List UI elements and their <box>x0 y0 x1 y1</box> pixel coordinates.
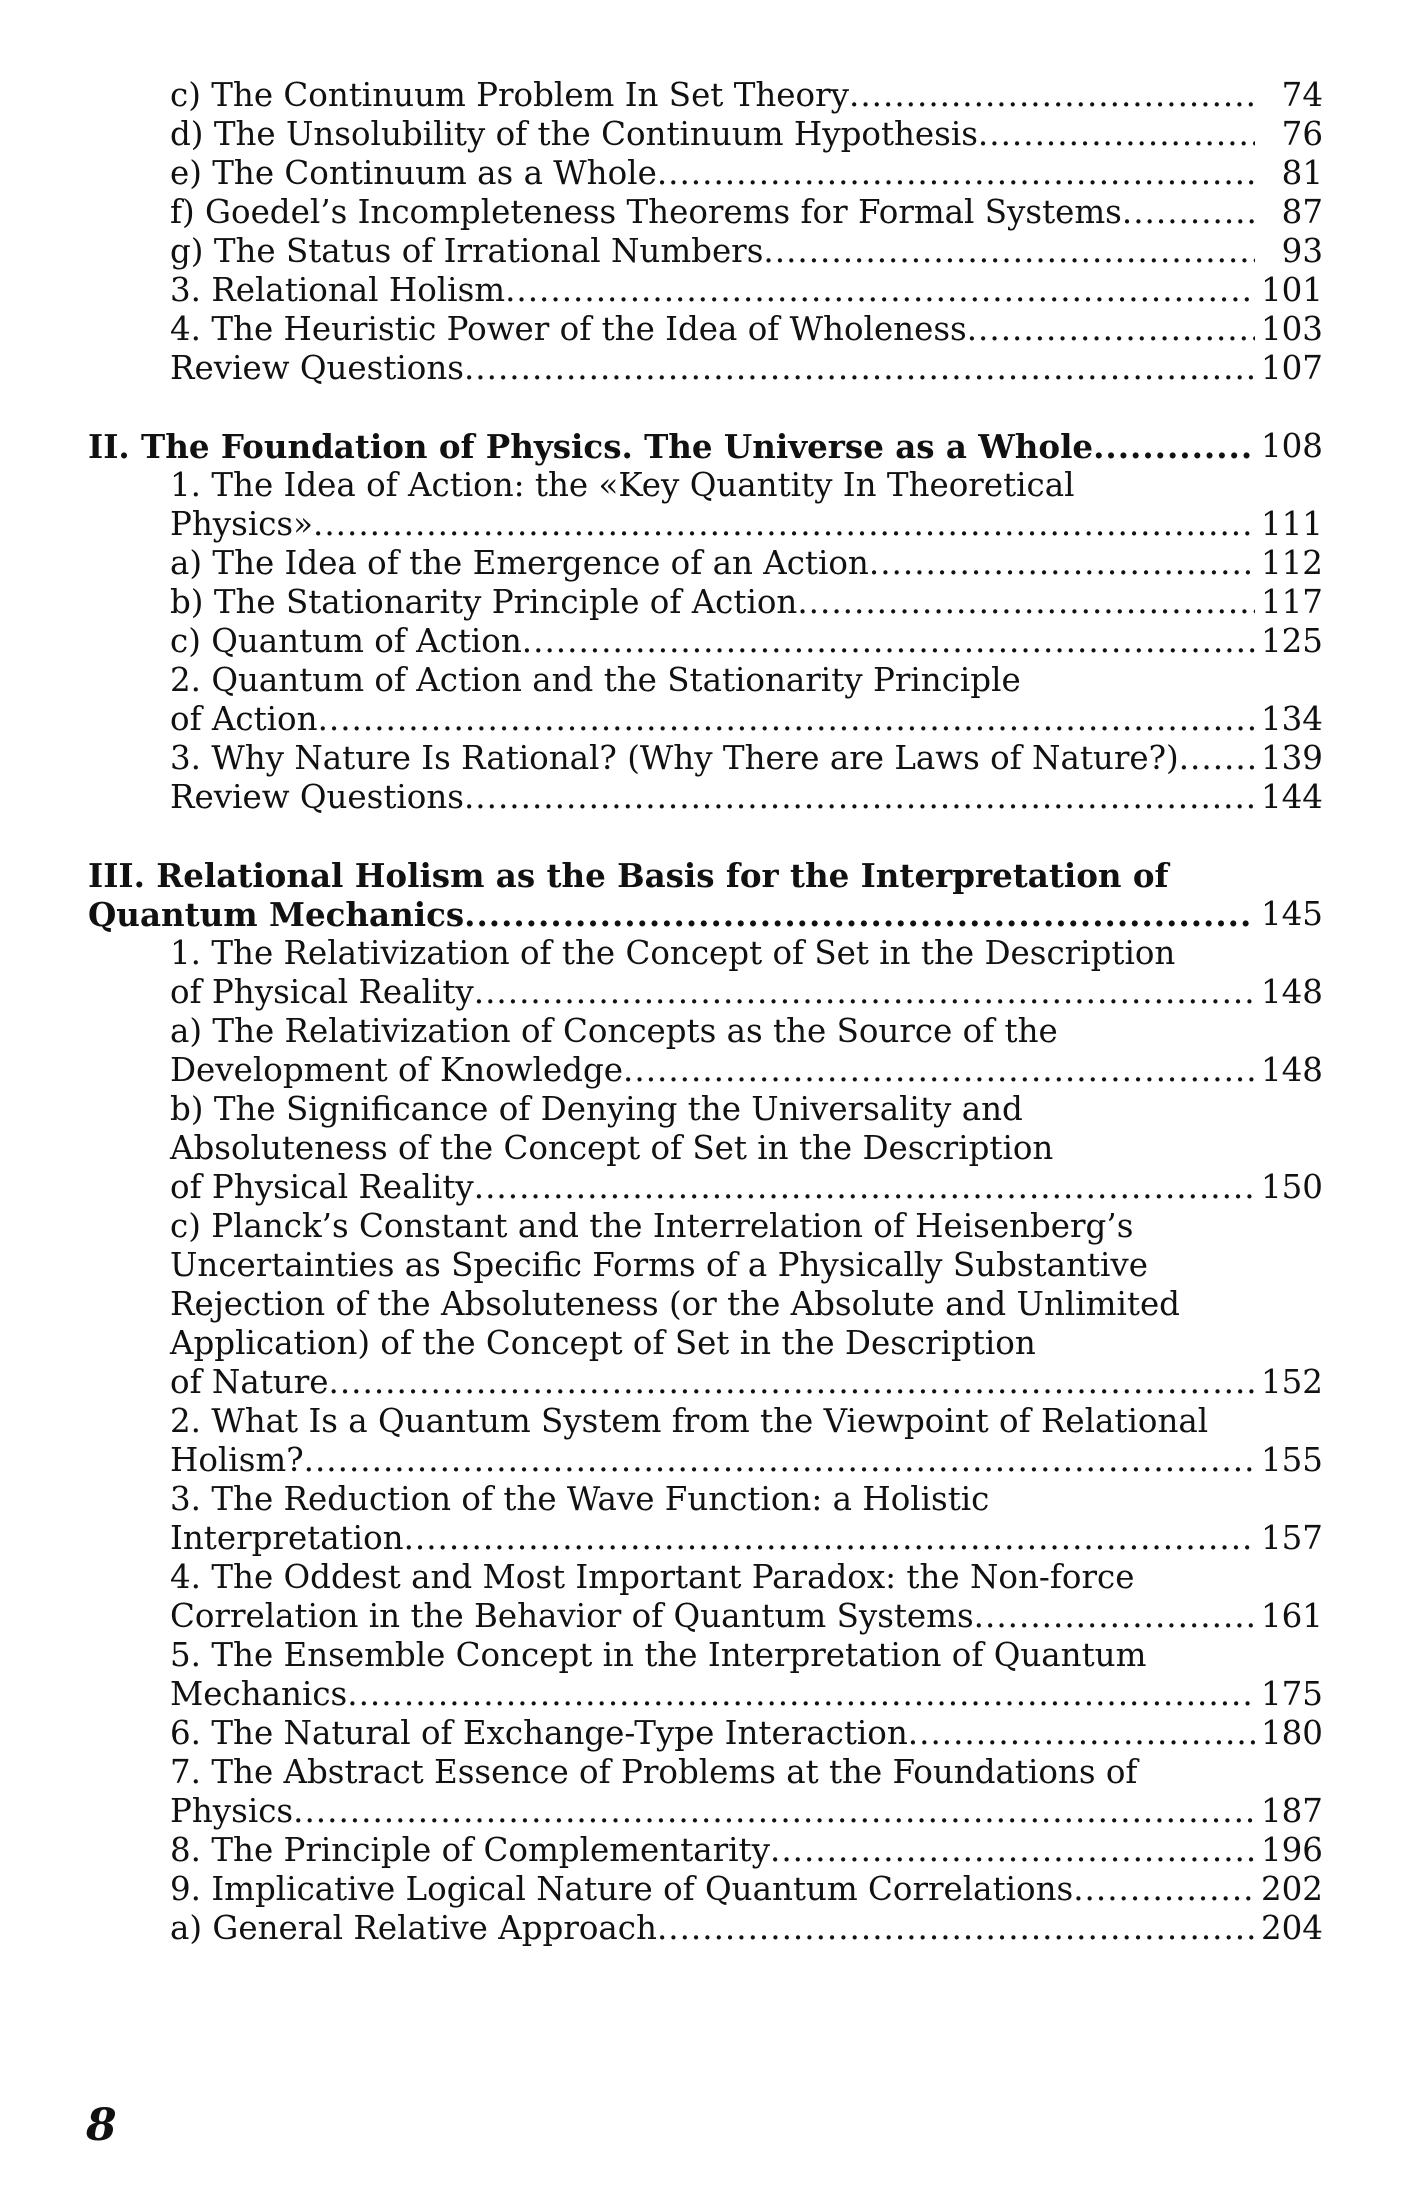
toc-entry-text: Quantum Mechanics <box>88 895 465 934</box>
toc-entry-title: 3. The Reduction of the Wave Function: a Holistic <box>170 1480 990 1518</box>
dot-leader <box>347 1675 1255 1714</box>
dot-leader <box>797 583 1255 622</box>
toc-page-number: 187 <box>1260 1792 1323 1830</box>
toc-entry <box>0 1831 1425 1870</box>
section-gap <box>0 388 1425 427</box>
toc-page-number: 117 <box>1260 583 1323 621</box>
dot-leader <box>329 1363 1255 1402</box>
dot-leader <box>1179 739 1255 778</box>
toc-entry-title <box>170 154 1255 193</box>
toc-entry <box>0 583 1425 622</box>
toc-entry <box>0 973 1425 1012</box>
toc-entry <box>0 1597 1425 1636</box>
toc-entry-title <box>170 115 1255 154</box>
toc-entry-title: Rejection of the Absoluteness (or the Absolute and Unlimited <box>170 1285 1180 1323</box>
toc-entry-text: Physics <box>170 1792 294 1830</box>
page-number: 8 <box>86 2100 117 2151</box>
toc-entry-text: a) The Idea of the Emergence of an Action <box>170 544 869 582</box>
toc-entry <box>0 1090 1425 1129</box>
toc-entry-text: Review Questions <box>170 778 464 816</box>
toc-entry-title <box>170 349 1255 388</box>
toc-page-number: 93 <box>1281 232 1323 270</box>
toc-entry <box>0 1168 1425 1207</box>
toc-entry-title <box>170 778 1255 817</box>
toc-entry-text: 3. Relational Holism <box>170 271 506 309</box>
toc-entry-title <box>170 310 1255 349</box>
toc-entry-text: Mechanics <box>170 1675 348 1713</box>
toc-page-number: 107 <box>1260 349 1323 387</box>
toc-entry-text: 8. The Principle of Complementarity <box>170 1831 770 1869</box>
toc-entry <box>0 1558 1425 1597</box>
toc-entry <box>0 1519 1425 1558</box>
dot-leader <box>763 232 1255 271</box>
toc-page-number: 152 <box>1260 1363 1323 1401</box>
toc-page-number: 145 <box>1260 895 1323 933</box>
toc-entry <box>0 622 1425 661</box>
toc-entry <box>0 1870 1425 1909</box>
toc-entry <box>0 232 1425 271</box>
dot-leader <box>657 154 1255 193</box>
toc-entry-text: 9. Implicative Logical Nature of Quantum Correlations <box>170 1870 1074 1908</box>
toc-page-number: 74 <box>1281 76 1323 114</box>
dot-leader <box>505 271 1255 310</box>
toc-entry-text: II. The Foundation of Physics. The Universe as a Whole <box>88 427 1094 466</box>
toc-page-number: 134 <box>1260 700 1323 738</box>
toc-entry-text: Correlation in the Behavior of Quantum Systems <box>170 1597 974 1635</box>
table-of-contents <box>0 76 1425 1948</box>
dot-leader <box>304 1441 1255 1480</box>
toc-entry <box>0 349 1425 388</box>
toc-entry-text: a) General Relative Approach <box>170 1909 657 1947</box>
toc-entry <box>0 76 1425 115</box>
toc-entry-text: f) Goedel’s Incompleteness Theorems for Formal Systems <box>170 193 1122 231</box>
dot-leader <box>464 349 1255 388</box>
toc-entry-title <box>170 544 1255 583</box>
toc-entry-title <box>170 505 1255 544</box>
toc-entry <box>0 1636 1425 1675</box>
toc-entry-title: Application) of the Concept of Set in the Description <box>170 1324 1036 1362</box>
toc-entry-text: Interpretation <box>170 1519 404 1557</box>
toc-chapter-entry <box>0 895 1425 934</box>
toc-entry <box>0 154 1425 193</box>
toc-entry-text: 3. Why Nature Is Rational? (Why There are Laws of Nature?) <box>170 739 1179 777</box>
dot-leader <box>522 622 1255 661</box>
toc-page-number: 125 <box>1260 622 1323 660</box>
dot-leader <box>1122 193 1255 232</box>
dot-leader <box>770 1831 1255 1870</box>
toc-entry <box>0 1480 1425 1519</box>
toc-entry <box>0 1246 1425 1285</box>
toc-page-number: 175 <box>1260 1675 1323 1713</box>
toc-entry-text: Development of Knowledge <box>170 1051 624 1089</box>
toc-entry <box>0 1051 1425 1090</box>
toc-page-number: 196 <box>1260 1831 1323 1869</box>
toc-page-number: 161 <box>1260 1597 1323 1635</box>
toc-entry <box>0 544 1425 583</box>
toc-entry-title: 5. The Ensemble Concept in the Interpretation of Quantum <box>170 1636 1147 1674</box>
toc-entry-title <box>170 271 1255 310</box>
dot-leader <box>1073 1870 1255 1909</box>
toc-entry-title <box>88 427 1255 466</box>
dot-leader <box>1093 427 1255 466</box>
dot-leader <box>869 544 1255 583</box>
toc-entry-text: Physics» <box>170 505 313 543</box>
toc-entry-title: 1. The Idea of Action: the «Key Quantity In Theoretical <box>170 466 1075 504</box>
dot-leader <box>318 700 1255 739</box>
toc-entry-text: g) The Status of Irrational Numbers <box>170 232 764 270</box>
dot-leader <box>313 505 1255 544</box>
toc-entry <box>0 1675 1425 1714</box>
toc-entry-title <box>170 1363 1255 1402</box>
toc-entry-title: Absoluteness of the Concept of Set in the Description <box>170 1129 1054 1167</box>
toc-entry-title: a) The Relativization of Concepts as the Source of the <box>170 1012 1058 1050</box>
toc-entry-title: c) Planck’s Constant and the Interrelation of Heisenberg’s <box>170 1207 1134 1245</box>
toc-entry <box>0 739 1425 778</box>
toc-entry-text: d) The Unsolubility of the Continuum Hypothesis <box>170 115 978 153</box>
toc-entry-text: of Physical Reality <box>170 973 474 1011</box>
toc-entry <box>0 1207 1425 1246</box>
toc-entry-text: c) Quantum of Action <box>170 622 522 660</box>
toc-entry-title <box>170 1831 1255 1870</box>
toc-entry <box>0 505 1425 544</box>
toc-entry <box>0 310 1425 349</box>
toc-entry-title: Uncertainties as Specific Forms of a Physically Substantive <box>170 1246 1148 1284</box>
toc-page-number: 81 <box>1281 154 1323 192</box>
toc-page-number: 139 <box>1260 739 1323 777</box>
dot-leader <box>404 1519 1255 1558</box>
toc-entry-title <box>170 583 1255 622</box>
toc-entry <box>0 1285 1425 1324</box>
toc-entry <box>0 1792 1425 1831</box>
dot-leader <box>849 76 1255 115</box>
toc-page-number: 180 <box>1260 1714 1323 1752</box>
toc-entry-title <box>170 193 1255 232</box>
toc-entry-title: 7. The Abstract Essence of Problems at the Foundations of <box>170 1753 1138 1791</box>
toc-page-number: 157 <box>1260 1519 1323 1557</box>
dot-leader <box>623 1051 1255 1090</box>
toc-entry <box>0 661 1425 700</box>
toc-entry-title: 2. Quantum of Action and the Stationarity Principle <box>170 661 1021 699</box>
toc-entry-title <box>170 76 1255 115</box>
dot-leader <box>464 778 1255 817</box>
dot-leader <box>464 895 1255 934</box>
toc-entry-title <box>170 739 1255 778</box>
toc-entry-title <box>170 1051 1255 1090</box>
toc-entry-title: 2. What Is a Quantum System from the Viewpoint of Relational <box>170 1402 1209 1440</box>
toc-entry <box>0 193 1425 232</box>
toc-entry-title <box>88 895 1255 934</box>
toc-entry <box>0 1402 1425 1441</box>
toc-entry-text: Holism? <box>170 1441 304 1479</box>
toc-entry-title <box>170 1519 1255 1558</box>
toc-entry-text: c) The Continuum Problem In Set Theory <box>170 76 849 114</box>
toc-entry-text: of Physical Reality <box>170 1168 474 1206</box>
toc-entry <box>0 1441 1425 1480</box>
toc-page-number: 111 <box>1260 505 1323 543</box>
toc-entry <box>0 1129 1425 1168</box>
toc-entry <box>0 1324 1425 1363</box>
toc-entry <box>0 1363 1425 1402</box>
toc-entry-title <box>170 700 1255 739</box>
dot-leader <box>978 115 1255 154</box>
dot-leader <box>908 1714 1255 1753</box>
toc-entry-text: 6. The Natural of Exchange-Type Interaction <box>170 1714 908 1752</box>
toc-entry <box>0 271 1425 310</box>
toc-page-number: 155 <box>1260 1441 1323 1479</box>
toc-entry <box>0 778 1425 817</box>
toc-page-number: 148 <box>1260 973 1323 1011</box>
toc-entry-text: of Nature <box>170 1363 329 1401</box>
toc-entry-text: 4. The Heuristic Power of the Idea of Wholeness <box>170 310 967 348</box>
toc-entry-title <box>170 1441 1255 1480</box>
dot-leader <box>474 973 1255 1012</box>
dot-leader <box>293 1792 1255 1831</box>
toc-entry <box>0 1753 1425 1792</box>
toc-entry-title: III. Relational Holism as the Basis for the Interpretation of <box>88 856 1169 895</box>
toc-entry-title <box>170 973 1255 1012</box>
toc-entry-title: 4. The Oddest and Most Important Paradox: the Non-force <box>170 1558 1135 1596</box>
toc-page-number: 103 <box>1260 310 1323 348</box>
toc-chapter-entry <box>0 856 1425 895</box>
toc-entry <box>0 115 1425 154</box>
toc-entry <box>0 1012 1425 1051</box>
toc-chapter-entry <box>0 427 1425 466</box>
toc-page-number: 150 <box>1260 1168 1323 1206</box>
toc-page-number: 108 <box>1260 427 1323 465</box>
toc-page-number: 87 <box>1281 193 1323 231</box>
toc-page-number: 144 <box>1260 778 1323 816</box>
toc-entry <box>0 1909 1425 1948</box>
toc-page-number: 202 <box>1260 1870 1323 1908</box>
dot-leader <box>474 1168 1255 1207</box>
toc-entry-title <box>170 1168 1255 1207</box>
toc-entry-title <box>170 1909 1255 1948</box>
toc-entry-title <box>170 1597 1255 1636</box>
toc-entry-title <box>170 1870 1255 1909</box>
dot-leader <box>974 1597 1255 1636</box>
toc-entry-title <box>170 1792 1255 1831</box>
toc-entry-text: Review Questions <box>170 349 464 387</box>
toc-entry <box>0 934 1425 973</box>
toc-page-number: 112 <box>1260 544 1323 582</box>
dot-leader <box>657 1909 1255 1948</box>
toc-entry-title <box>170 1675 1255 1714</box>
toc-entry-title: b) The Significance of Denying the Universality and <box>170 1090 1023 1128</box>
section-gap <box>0 817 1425 856</box>
toc-entry-text: of Action <box>170 700 318 738</box>
toc-entry <box>0 1714 1425 1753</box>
toc-entry-title <box>170 232 1255 271</box>
toc-entry <box>0 700 1425 739</box>
toc-entry-title <box>170 1714 1255 1753</box>
toc-page-number: 204 <box>1260 1909 1323 1947</box>
dot-leader <box>967 310 1255 349</box>
toc-entry-title <box>170 622 1255 661</box>
toc-entry-text: b) The Stationarity Principle of Action <box>170 583 798 621</box>
toc-page-number: 101 <box>1260 271 1323 309</box>
toc-entry-text: e) The Continuum as a Whole <box>170 154 657 192</box>
toc-entry <box>0 466 1425 505</box>
toc-page-number: 76 <box>1281 115 1323 153</box>
toc-entry-title: 1. The Relativization of the Concept of Set in the Description <box>170 934 1176 972</box>
toc-page-number: 148 <box>1260 1051 1323 1089</box>
